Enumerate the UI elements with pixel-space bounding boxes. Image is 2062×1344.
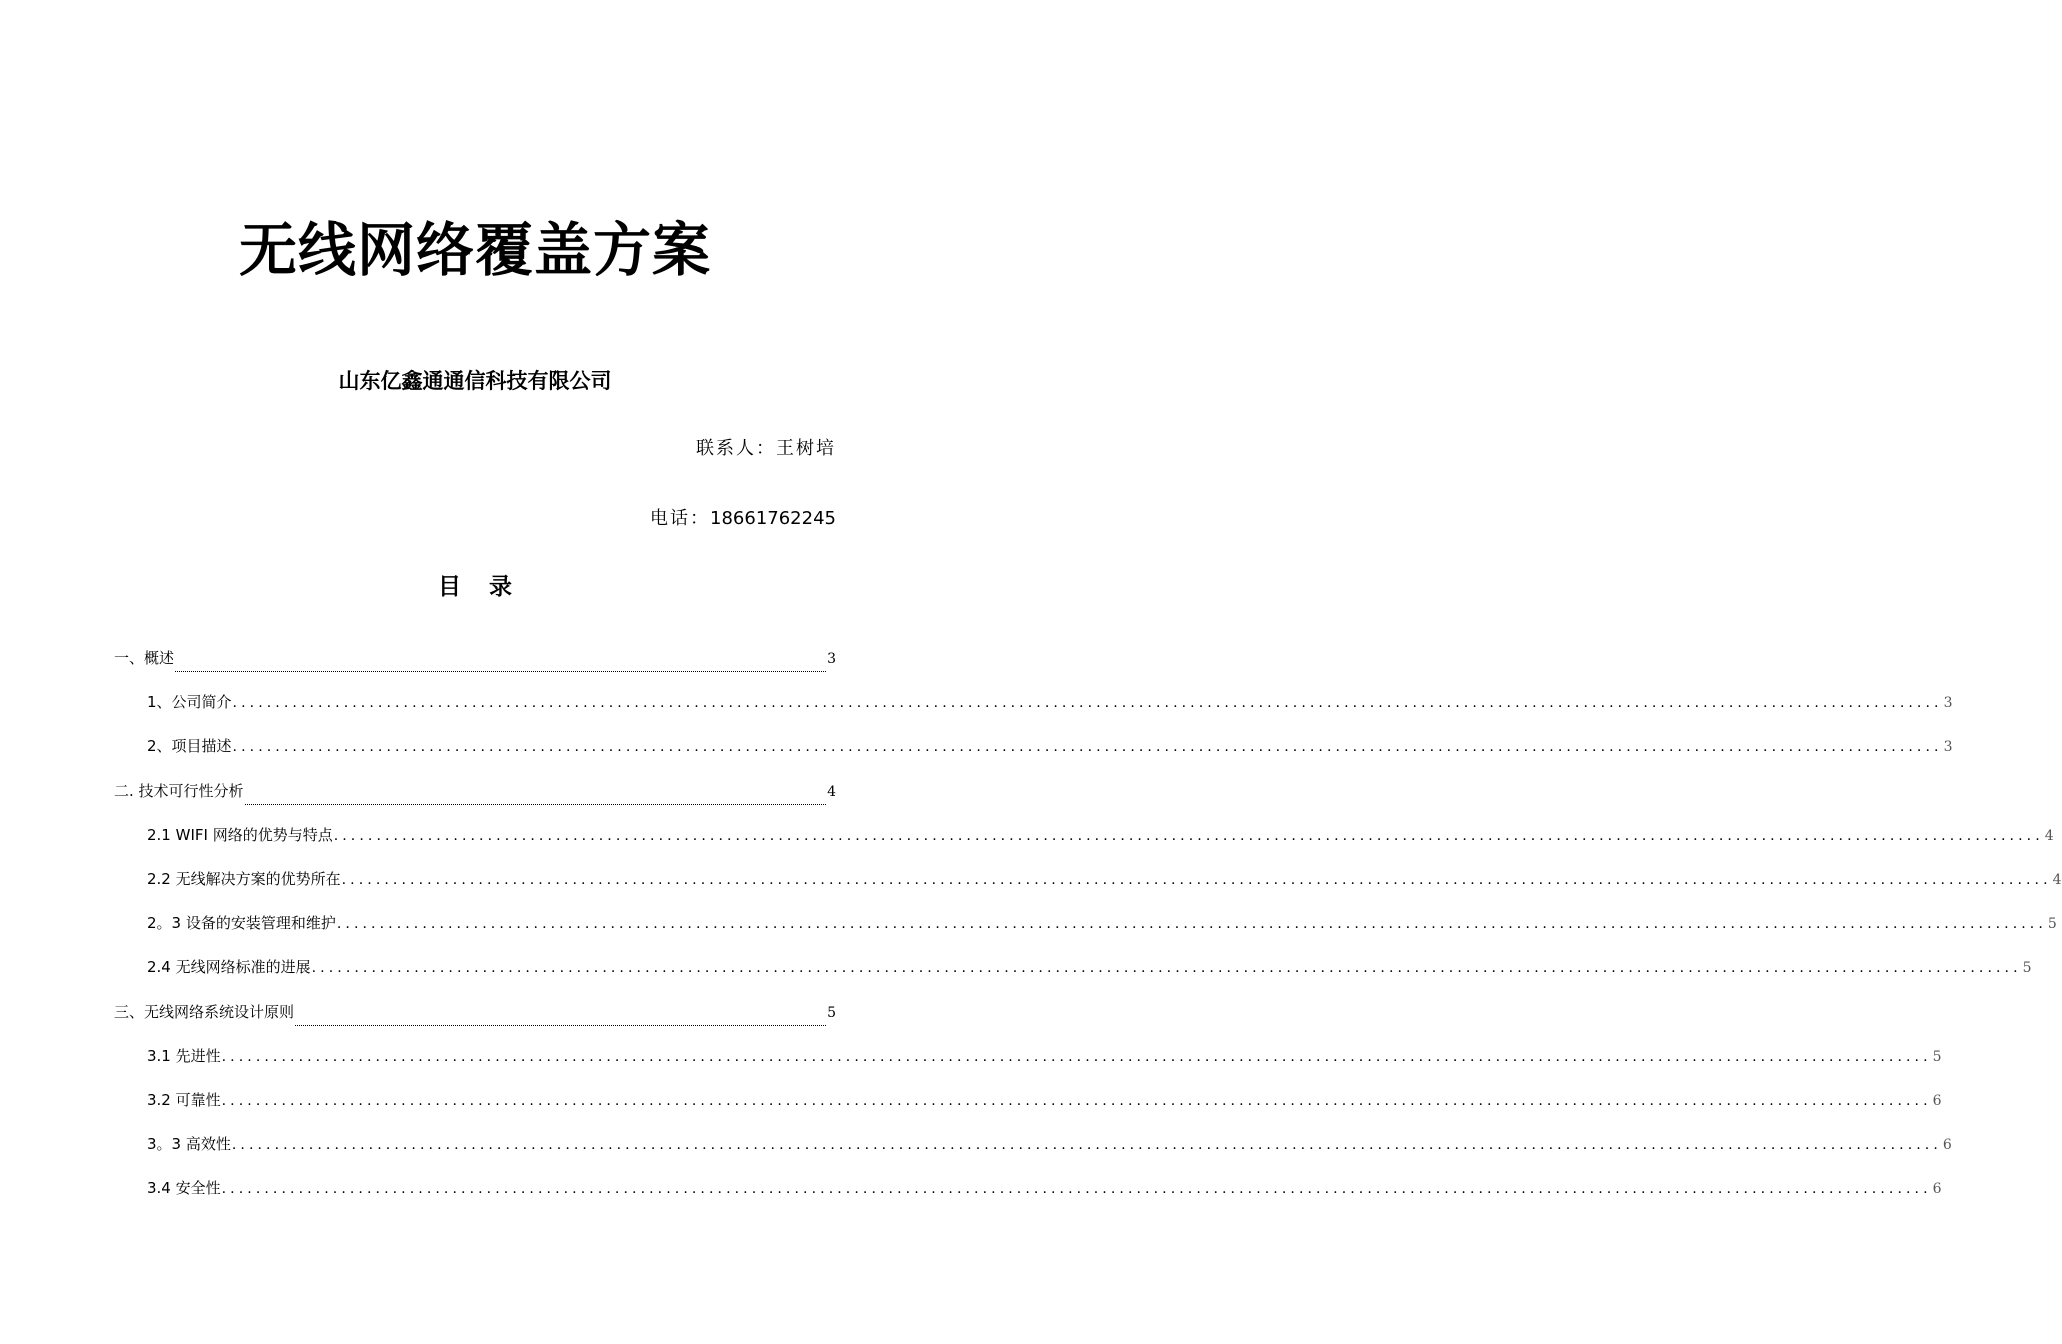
toc-dot-leader: ........................................................................................................................................................................................................ [333,827,2044,844]
toc-entry-page: 6 [1932,1181,1942,1198]
toc-entry-page: 6 [1942,1137,1952,1154]
toc-entry[interactable] [114,954,2032,998]
toc-entry-label: 2.4 无线网络标准的进展 [147,958,311,977]
contact-phone-label: 电话： [650,508,711,529]
toc-entry[interactable] [114,689,1953,733]
toc-entry-page: 5 [1932,1048,1942,1065]
toc-entry[interactable] [114,1175,1942,1219]
toc-entry[interactable] [114,1087,1942,1131]
toc-entry-page: 5 [2022,960,2032,977]
toc-entry-label: 2。3 设备的安装管理和维护 [147,914,336,933]
toc-entry-page: 5 [827,1004,836,1021]
company-name: 山东亿鑫通通信科技有限公司 [338,369,612,393]
toc-entry[interactable] [114,1131,1952,1175]
toc-entry[interactable] [114,1043,1942,1087]
toc-dot-leader: ........................................................................................................................................................................................................ [336,916,2047,933]
toc-entry-page: 5 [2047,916,2057,933]
toc-entry[interactable] [114,822,2054,866]
toc-entry-page: 4 [827,783,836,800]
toc-dot-leader [175,670,826,672]
toc-entry-label: 2.2 无线解决方案的优势所在 [147,869,341,888]
toc-entry-label: 2.1 WIFI 网络的优势与特点 [147,825,333,844]
contact-person-name: 王树培 [776,438,836,459]
toc-dot-leader: ........................................................................................................................................................................................................ [311,960,2022,977]
toc-entry[interactable] [114,778,836,822]
toc-dot-leader: ........................................................................................................................................................................................................ [221,1048,1932,1065]
toc-entry-page: 4 [2044,827,2054,844]
toc-entry-label: 3.1 先进性 [147,1046,221,1065]
toc-entry[interactable] [114,866,2062,910]
toc-dot-leader: ........................................................................................................................................................................................................ [341,871,2052,888]
toc-entry-page: 6 [1932,1092,1942,1109]
contact-phone-number: 18661762245 [710,508,836,529]
contact-person [696,436,836,462]
toc-entry-page: 3 [1943,739,1953,756]
toc-entry-page: 4 [2052,871,2062,888]
toc-entry-label: 2、项目描述 [147,737,232,756]
toc-entry-label: 三、无线网络系统设计原则 [114,1002,295,1021]
toc-entry[interactable] [114,733,1953,777]
toc-entry-label: 3.2 可靠性 [147,1090,221,1109]
toc-entry-label: 1、公司简介 [147,693,232,712]
toc-entry-page: 3 [1943,695,1953,712]
toc-dot-leader [245,803,827,805]
toc-entry-label: 二. 技术可行性分析 [114,781,244,800]
toc-dot-leader [295,1024,826,1026]
toc-entry-page: 3 [827,651,836,667]
toc-entry[interactable] [114,999,836,1043]
toc-dot-leader: ........................................................................................................................................................................................................ [221,1092,1932,1109]
toc-dot-leader: ........................................................................................................................................................................................................ [221,1181,1932,1198]
toc-entry-label: 3.4 安全性 [147,1179,221,1198]
contact-person-label: 联系人： [696,438,776,459]
toc-entry[interactable] [114,910,2057,954]
toc-heading: 目录 [438,574,540,600]
toc-entry-label: 3。3 高效性 [147,1135,231,1154]
toc-entry-label: 一、概述 [114,649,175,667]
contact-phone [650,506,836,532]
toc-dot-leader: ........................................................................................................................................................................................................ [232,739,1943,756]
toc-dot-leader: ........................................................................................................................................................................................................ [231,1137,1942,1154]
table-of-contents [114,645,2062,1219]
document-title: 无线网络覆盖方案 [238,216,711,284]
toc-entry[interactable] [114,645,836,689]
toc-dot-leader: ........................................................................................................................................................................................................ [232,695,1943,712]
